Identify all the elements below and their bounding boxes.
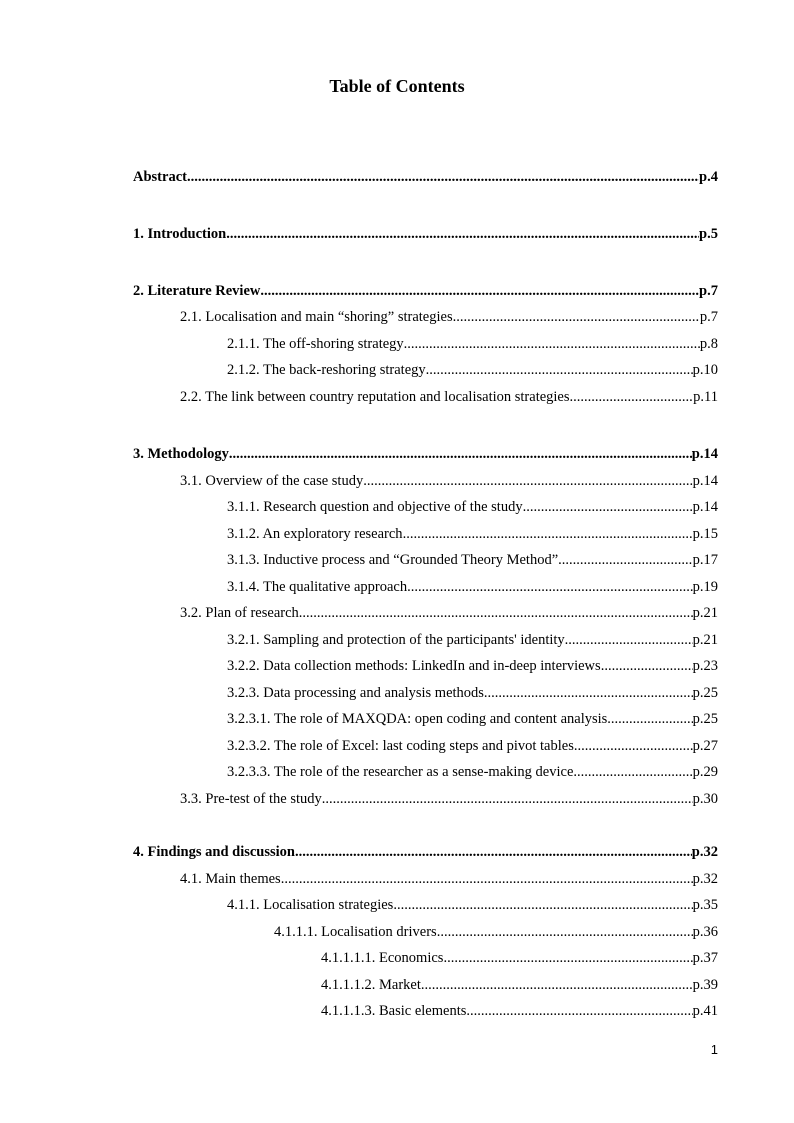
toc-entry-3-1-2[interactable]: 3.1.2. An exploratory research ..... p.15: [227, 526, 718, 543]
toc-entry-3-2-3-3[interactable]: 3.2.3.3. The role of the researcher as a sense-making device ..... p.29: [227, 764, 718, 781]
dot-leader: [466, 1003, 692, 1020]
toc-entry-4-1-1-1-3[interactable]: 4.1.1.1.3. Basic elements ..... p.41: [321, 1003, 718, 1020]
dot-leader: [393, 897, 692, 914]
dot-leader: [403, 526, 693, 543]
toc-entry-3-1-4[interactable]: 3.1.4. The qualitative approach ..... p.19: [227, 579, 718, 596]
dot-leader: [229, 446, 692, 463]
dot-leader: [437, 924, 693, 941]
dot-leader: [295, 844, 692, 861]
toc-entry-findings[interactable]: 4. Findings and discussion ..... p.32: [133, 844, 718, 861]
toc-entry-3-1-3[interactable]: 3.1.3. Inductive process and “Grounded Theory Method” ..... p.17: [227, 552, 718, 569]
toc-entry-literature-review[interactable]: 2. Literature Review ..... p.7: [133, 283, 718, 300]
toc-entry-3-2-3-2[interactable]: 3.2.3.2. The role of Excel: last coding steps and pivot tables ..... p.27: [227, 738, 718, 755]
dot-leader: [607, 711, 692, 728]
dot-leader: [426, 362, 693, 379]
toc-entry-4-1-1-1-1[interactable]: 4.1.1.1.1. Economics ..... p.37: [321, 950, 718, 967]
dot-leader: [421, 977, 693, 994]
dot-leader: [322, 791, 693, 808]
toc-entry-4-1-1-1-2[interactable]: 4.1.1.1.2. Market ..... p.39: [321, 977, 718, 994]
toc-entry-3-2-1[interactable]: 3.2.1. Sampling and protection of the participants' identity ..... p.21: [227, 632, 718, 649]
page-number: 1: [710, 1042, 718, 1057]
toc-entry-3-2-3-1[interactable]: 3.2.3.1. The role of MAXQDA: open coding and content analysis ..... p.25: [227, 711, 718, 728]
toc-entry-3-3[interactable]: 3.3. Pre-test of the study ..... p.30: [180, 791, 718, 808]
toc-entry-3-1-1[interactable]: 3.1.1. Research question and objective of the study ..... p.14: [227, 499, 718, 516]
toc-entry-introduction[interactable]: 1. Introduction ..... p.5: [133, 226, 718, 243]
dot-leader: [570, 389, 694, 406]
page-title: Table of Contents: [329, 76, 465, 96]
dot-leader: [565, 632, 693, 649]
toc-entry-3-2[interactable]: 3.2. Plan of research ..... p.21: [180, 605, 718, 622]
dot-leader: [453, 309, 700, 326]
dot-leader: [558, 552, 692, 569]
dot-leader: [573, 764, 692, 781]
dot-leader: [281, 871, 693, 888]
toc-entry-2-1[interactable]: 2.1. Localisation and main “shoring” strategies ..... p.7: [180, 309, 718, 326]
toc-entry-2-1-2[interactable]: 2.1.2. The back-reshoring strategy ..... p.10: [227, 362, 718, 379]
dot-leader: [443, 950, 692, 967]
toc-entry-3-1[interactable]: 3.1. Overview of the case study ..... p.14: [180, 473, 718, 490]
dot-leader: [226, 226, 699, 243]
dot-leader: [187, 169, 699, 186]
toc-entry-methodology[interactable]: 3. Methodology ..... p.14: [133, 446, 718, 463]
toc-entry-4-1[interactable]: 4.1. Main themes ..... p.32: [180, 871, 718, 888]
toc-entry-3-2-3[interactable]: 3.2.3. Data processing and analysis methods ..... p.25: [227, 685, 718, 702]
dot-leader: [484, 685, 693, 702]
toc-entry-4-1-1[interactable]: 4.1.1. Localisation strategies ..... p.35: [227, 897, 718, 914]
dot-leader: [601, 658, 693, 675]
dot-leader: [574, 738, 693, 755]
toc-entry-2-2[interactable]: 2.2. The link between country reputation and localisation strategies ..... p.11: [180, 389, 718, 406]
toc-entry-abstract[interactable]: Abstract ..... p.4: [133, 169, 718, 186]
dot-leader: [407, 579, 693, 596]
dot-leader: [299, 605, 693, 622]
dot-leader: [523, 499, 693, 516]
dot-leader: [260, 283, 699, 300]
dot-leader: [363, 473, 692, 490]
toc-entry-2-1-1[interactable]: 2.1.1. The off-shoring strategy ..... p.8: [227, 336, 718, 353]
dot-leader: [404, 336, 700, 353]
toc-entry-4-1-1-1[interactable]: 4.1.1.1. Localisation drivers ..... p.36: [274, 924, 718, 941]
toc-entry-3-2-2[interactable]: 3.2.2. Data collection methods: LinkedIn and in-deep interviews ..... p.23: [227, 658, 718, 675]
